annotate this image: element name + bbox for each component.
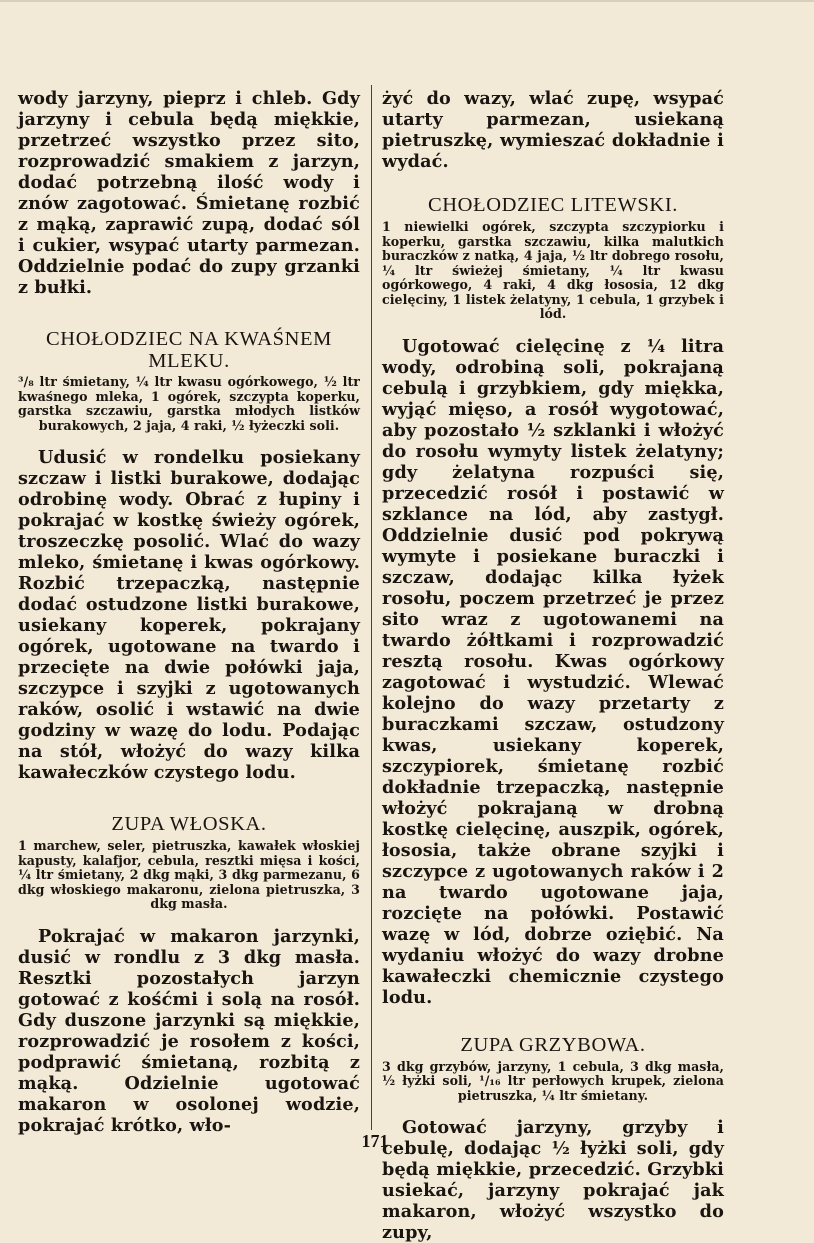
recipe-ingredients-zupa-grzybowa: 3 dkg grzybów, jarzyny, 1 cebula, 3 dkg masła, ½ łyżki soli, ¹/₁₆ ltr perłowych krupek, zielona pietruszka, ¼ ltr śmietany. — [382, 1058, 724, 1103]
recipe-ingredients-cholodziec-litewski: 1 niewielki ogórek, szczypta szczypiorku i koperku, garstka szczawiu, kilka malutkich buraczków z natką, 4 jaja, ½ ltr dobrego rosołu, ¼ ltr świeżej śmietany, ¼ ltr kwasu ogórkowego, 4 raki, 4 dkg łososia, 12 dkg cielęciny, 1 listek żelatyny, 1 cebula, 1 grzybek i lód. — [382, 219, 724, 321]
recipe-title-cholodziec-na-kwasnem-mleku: CHOŁODZIEC NA KWAŚNEM MLEKU. — [46, 328, 332, 372]
recipe-title-cholodziec-litewski: CHOŁODZIEC LITEWSKI. — [428, 194, 678, 216]
recipe-method-zupa-wloska: Pokrajać w makaron jarzynki, dusić w rondlu z 3 dkg masła. Resztki pozostałych jarzyn gotować z kośćmi i solą na rosół. Gdy duszone jarzynki są miękkie, rozprowadzić je rosołem z kości, podprawić śmietaną, rozbitą z mąką. Odzielnie ugotować makaron w osolonej wodzie, pokrajać krótko, wło- — [18, 925, 360, 1136]
column-divider — [371, 85, 372, 1130]
page-top-edge — [0, 0, 814, 2]
recipe-method-cholodziec-na-kwasnem-mleku: Udusić w rondelku posiekany szczaw i listki burakowe, dodając odrobinę wody. Obrać z łupiny i pokrajać w kostkę świeży ogórek, troszeczkę posolić. Wlać do wazy mleko, śmietanę i kwas ogórkowy. Rozbić trzepaczką, następnie dodać ostudzone listki burakowe, usiekany koperek, pokrajany ogórek, ugotowane na twardo i przecięte na dwie połówki jaja, szczypce i szyjki z ugotowanych raków, osolić i wstawić na dwie godziny w wazę do lodu. Podając na stół, włożyć do wazy kilka kawałeczków czystego lodu. — [18, 447, 360, 783]
recipe-title-zupa-grzybowa: ZUPA GRZYBOWA. — [460, 1033, 646, 1056]
left-continuation-text: wody jarzyny, pieprz i chleb. Gdy jarzyny i cebula będą miękkie, przetrzeć wszystko przez sito, rozprowadzić smakiem z jarzyn, dodać potrzebną ilość wody i znów zagotować. Śmietanę rozbić z mąką, zaprawić zupą, dodać sól i cukier, wsypać utarty parmezan. Oddzielnie podać do zupy grzanki z bułki. — [18, 88, 360, 298]
recipe-ingredients-zupa-wloska: 1 marchew, seler, pietruszka, kawałek włoskiej kapusty, kalafjor, cebula, resztki mięsa i kości, ¼ ltr śmietany, 2 dkg mąki, 3 dkg parmezanu, 6 dkg włoskiego makaronu, zielona pietruszka, 3 dkg masła. — [18, 838, 360, 911]
recipe-method-zupa-grzybowa: Gotować jarzyny, grzyby i cebulę, dodając ½ łyżki soli, gdy będą miękkie, przecedzić. Grzybki usiekać, jarzyny pokrajać jak makaron, włożyć wszystko do zupy, — [382, 1117, 724, 1243]
recipe-title-zupa-wloska: ZUPA WŁOSKA. — [111, 813, 267, 835]
page-number: 171 — [361, 1131, 389, 1151]
recipe-method-cholodziec-litewski: Ugotować cielęcinę z ¼ litra wody, odrobiną soli, pokrajaną cebulą i grzybkiem, gdy miękka, wyjąć mięso, a rosół wygotować, aby pozostało ½ szklanki i włożyć do rosołu wymyty listek żelatyny; gdy żelatyna rozpuści się, przecedzić rosół i postawić w szklance na lód, aby zastygł. Oddzielnie dusić pod pokrywą wymyte i posiekane buraczki i szczaw, dodając kilka łyżek rosołu, poczem przetrzeć je przez sito wraz z ugotowanemi na twardo żółtkami i rozprowadzić resztą rosołu. Kwas ogórkowy zagotować i wystudzić. Wlewać kolejno do wazy przetarty z buraczkami szczaw, ostudzony kwas, usiekany koperek, szczypiorek, śmietanę rozbić dokładnie trzepaczką, następnie włożyć pokrajaną w drobną kostkę cielęcinę, auszpik, ogórek, łososia, także obrane szyjki i szczypce z ugotowanych raków i 2 na twardo ugotowane jaja, rozcięte na połówki. Postawić wazę w lód, dobrze oziębić. Na wydaniu włożyć do wazy drobne kawałeczki chemicznie czystego lodu. — [382, 335, 724, 1008]
left-column — [18, 88, 360, 1136]
right-column — [382, 88, 724, 1243]
right-continuation-text: żyć do wazy, wlać zupę, wsypać utarty parmezan, usiekaną pietruszkę, wymieszać dokładnie i wydać. — [382, 88, 724, 172]
recipe-ingredients-cholodziec-na-kwasnem-mleku: ³/₈ ltr śmietany, ¼ ltr kwasu ogórkowego, ½ ltr kwaśnego mleka, 1 ogórek, szczypta koperku, garstka szczawiu, garstka młodych listków burakowych, 2 jaja, 4 raki, ½ łyżeczki soli. — [18, 374, 360, 433]
